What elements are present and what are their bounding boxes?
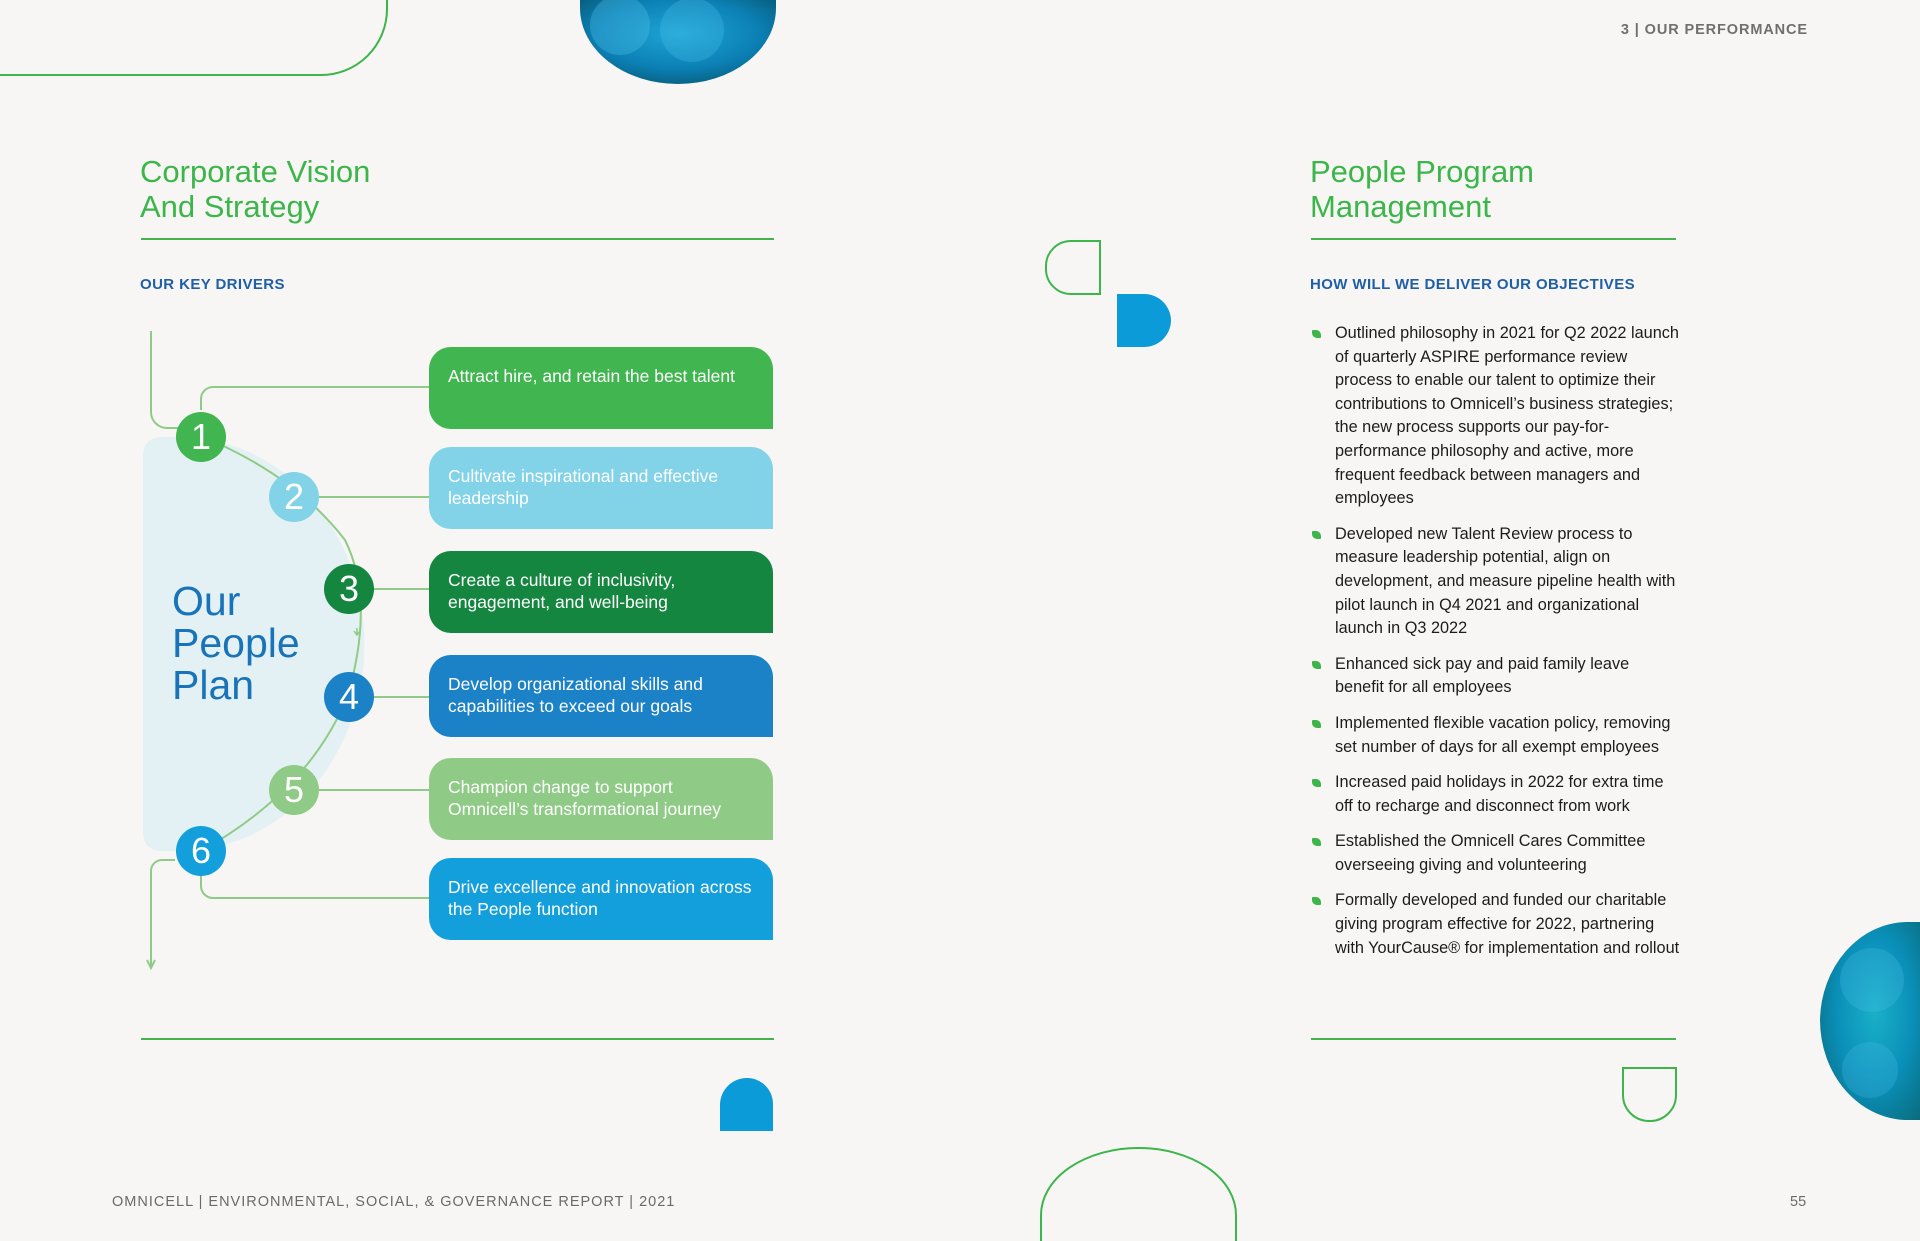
list-item-text: Established the Omnicell Cares Committee overseeing giving and volunteering [1335, 832, 1646, 874]
right-title-rule [1311, 238, 1676, 240]
plan-title: Our People Plan [172, 578, 300, 708]
right-subheading: HOW WILL WE DELIVER OUR OBJECTIVES [1310, 276, 1636, 293]
page-number: 55 [1790, 1194, 1807, 1210]
driver-card-1: Attract hire, and retain the best talent [429, 347, 773, 429]
driver-number-3: 3 [338, 568, 360, 609]
list-item-text: Developed new Talent Review process to measure leadership potential, align on development, and measure pipeline health with pilot launch in Q4 2021 and organizational launch in Q3 2022 [1335, 524, 1676, 638]
bullet-icon [1312, 838, 1321, 846]
footer-report-label: OMNICELL | ENVIRONMENTAL, SOCIAL, & GOVERNANCE REPORT | 2021 [112, 1194, 676, 1210]
list-item-text: Outlined philosophy in 2021 for Q2 2022 launch of quarterly ASPIRE performance review process to enable our talent to optimize their contributions to Omnicell’s business strategies; the new process supports our pay-for-performance philosophy and active, more frequent feedback between managers and employees [1335, 324, 1679, 508]
bullet-icon [1312, 330, 1321, 338]
objectives-list [1310, 322, 1682, 972]
right-title-line2: Management [1310, 189, 1491, 224]
driver-number-5: 5 [283, 769, 305, 810]
driver-number-1: 1 [190, 416, 212, 457]
connector-1 [201, 387, 429, 410]
section-label: 3 | OUR PERFORMANCE [1620, 22, 1808, 38]
driver-number-2: 2 [283, 476, 305, 517]
list-item [1310, 830, 1682, 877]
left-title-line1: Corporate Vision [140, 154, 371, 189]
driver-card-3: Create a culture of inclusivity, engagement, and well-being [429, 551, 773, 633]
list-item [1310, 653, 1682, 700]
list-item-text: Formally developed and funded our charitable giving program effective for 2022, partnering with YourCause® for implementation and rollout [1335, 891, 1680, 957]
list-item [1310, 712, 1682, 759]
list-item-text: Increased paid holidays in 2022 for extra time off to recharge and disconnect from work [1335, 773, 1664, 815]
list-item [1310, 322, 1682, 511]
left-subheading: OUR KEY DRIVERS [140, 276, 285, 293]
connector-6 [201, 872, 429, 898]
bullet-icon [1312, 720, 1321, 728]
bullet-icon [1312, 897, 1321, 905]
bullet-icon [1312, 779, 1321, 787]
list-item [1310, 771, 1682, 818]
exit-line [151, 860, 175, 966]
driver-card-5: Champion change to support Omnicell’s transformational journey [429, 758, 773, 840]
bullet-icon [1312, 661, 1321, 669]
right-title-line1: People Program [1310, 154, 1535, 189]
right-title [1310, 154, 1534, 224]
left-title-line2: And Strategy [140, 189, 320, 224]
driver-card-6: Drive excellence and innovation across the People function [429, 858, 773, 940]
driver-number-6: 6 [190, 830, 212, 871]
right-bottom-rule [1311, 1038, 1676, 1040]
list-item-text: Enhanced sick pay and paid family leave benefit for all employees [1335, 654, 1630, 697]
driver-card-4: Develop organizational skills and capabilities to exceed our goals [429, 655, 773, 737]
bullet-icon [1312, 531, 1321, 539]
driver-number-4: 4 [338, 676, 360, 717]
driver-card-2: Cultivate inspirational and effective leadership [429, 447, 773, 529]
list-item-text: Implemented flexible vacation policy, removing set number of days for all exempt employees [1335, 713, 1671, 756]
left-bottom-rule [141, 1038, 774, 1040]
list-item [1310, 523, 1682, 641]
list-item [1310, 889, 1682, 960]
